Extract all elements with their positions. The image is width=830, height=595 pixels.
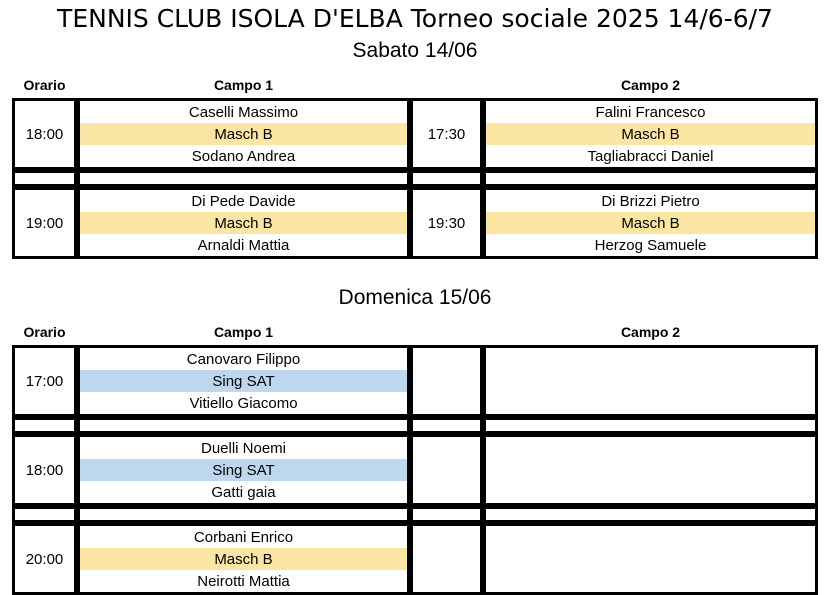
separator-cell	[483, 417, 818, 434]
match-time: 17:30	[427, 125, 466, 143]
time2-cell	[410, 345, 483, 417]
player-name: Duelli Noemi	[200, 439, 287, 457]
header-time: Orario	[23, 77, 66, 93]
separator-cell	[12, 417, 77, 434]
match-time: 18:00	[25, 461, 64, 479]
time2-cell	[410, 434, 483, 506]
player-name: Di Brizzi Pietro	[601, 192, 700, 210]
player-name: Caselli Massimo	[188, 103, 299, 121]
court2-cell	[483, 434, 818, 506]
player-name: Corbani Enrico	[193, 528, 294, 546]
category-label: Masch B	[80, 548, 407, 570]
header-court2: Campo 2	[620, 77, 681, 93]
day-label: Sabato 14/06	[352, 39, 478, 62]
category-label: Masch B	[486, 212, 815, 234]
separator-cell	[410, 506, 483, 523]
category-label: Sing SAT	[80, 370, 407, 392]
player-name: Canovaro Filippo	[186, 350, 301, 368]
category-label: Masch B	[486, 123, 815, 145]
player-name: Gatti gaia	[211, 483, 276, 501]
separator-cell	[410, 417, 483, 434]
match-time: 19:00	[25, 214, 64, 232]
separator-cell	[77, 417, 410, 434]
day-label: Domenica 15/06	[338, 286, 492, 309]
match-time: 19:30	[427, 214, 466, 232]
header-time: Orario	[23, 324, 66, 340]
player-name: Arnaldi Mattia	[197, 236, 290, 254]
separator-cell	[77, 170, 410, 187]
header-court2: Campo 2	[620, 324, 681, 340]
separator-cell	[12, 170, 77, 187]
player-name: Tagliabracci Daniel	[587, 147, 714, 165]
separator-cell	[410, 170, 483, 187]
separator-cell	[483, 506, 818, 523]
player-name: Sodano Andrea	[191, 147, 296, 165]
category-label: Masch B	[80, 212, 407, 234]
player-name: Herzog Samuele	[594, 236, 707, 254]
page-title: TENNIS CLUB ISOLA D'ELBA Torneo sociale 2025 14/6-6/7	[57, 4, 773, 33]
separator-cell	[12, 506, 77, 523]
header-court1: Campo 1	[213, 77, 274, 93]
court2-cell	[483, 523, 818, 595]
match-time: 20:00	[25, 550, 64, 568]
match-time: 18:00	[25, 125, 64, 143]
category-label: Masch B	[80, 123, 407, 145]
header-court1: Campo 1	[213, 324, 274, 340]
time2-cell	[410, 523, 483, 595]
separator-cell	[77, 506, 410, 523]
player-name: Vitiello Giacomo	[189, 394, 298, 412]
separator-cell	[483, 170, 818, 187]
player-name: Falini Francesco	[595, 103, 706, 121]
category-label: Sing SAT	[80, 459, 407, 481]
player-name: Di Pede Davide	[191, 192, 296, 210]
player-name: Neirotti Mattia	[197, 572, 290, 590]
court2-cell	[483, 345, 818, 417]
match-time: 17:00	[25, 372, 64, 390]
